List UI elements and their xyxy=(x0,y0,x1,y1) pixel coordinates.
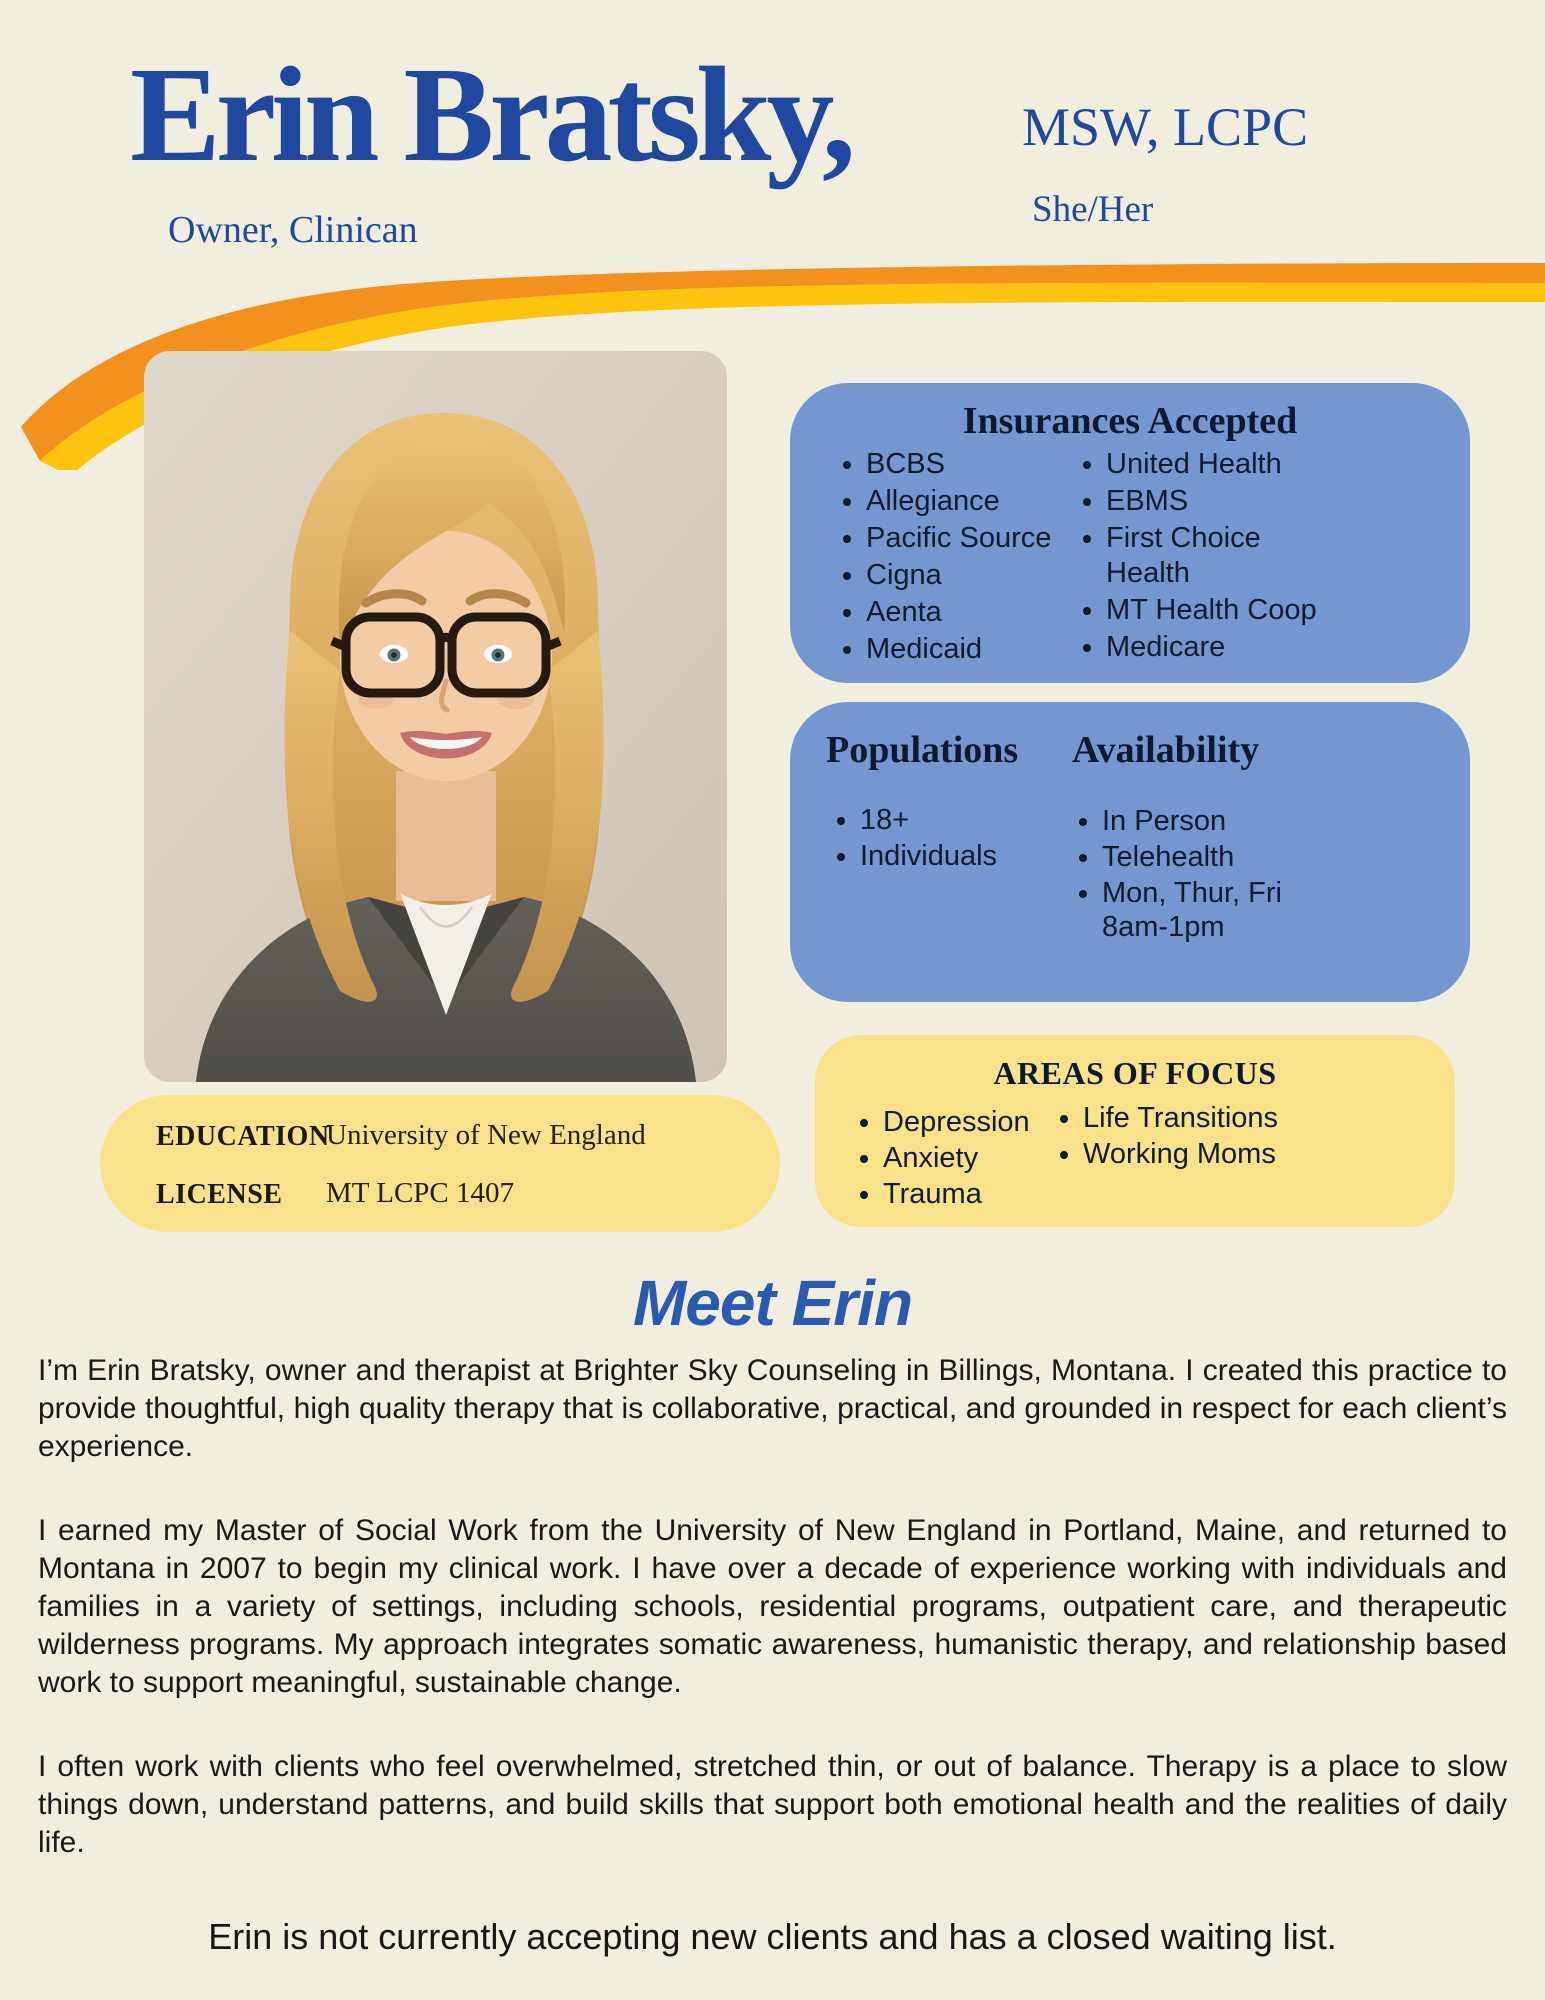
education-label: EDUCATION xyxy=(156,1121,330,1152)
portrait-illustration xyxy=(144,351,727,1082)
list-item: • Anxiety xyxy=(883,1141,1083,1175)
list-item: • Mon, Thur, Fri 8am-1pm xyxy=(1102,876,1314,944)
person-role: Owner, Clinican xyxy=(168,209,418,251)
insurances-column-2 xyxy=(1078,447,1336,667)
about-heading: Meet Erin xyxy=(632,1267,913,1339)
list-item: • Cigna xyxy=(866,558,1081,593)
about-paragraph: I’m Erin Bratsky, owner and therapist at Brighter Sky Counseling in Billings, Montana. I created this practice to provide thoughtful, high quality therapy that is collaborative, practical, and grounded in respect for each client’s experience. xyxy=(38,1354,1507,1463)
list-item: • In Person xyxy=(1102,804,1314,838)
list-item: • Trauma xyxy=(883,1177,1083,1211)
list-item: • 18+ xyxy=(860,803,1060,837)
populations-title: Populations xyxy=(826,729,1019,771)
profile-photo xyxy=(144,351,727,1082)
insurances-panel xyxy=(790,383,1470,683)
about-paragraph: I earned my Master of Social Work from the University of New England in Portland, Maine, and returned to Montana in 2007 to begin my clinical work. I have over a decade of experience working with individuals and families in a variety of settings, including schools, residential programs, outpatient care, and therapeutic wilderness programs. My approach integrates somatic awareness, humanistic therapy, and relationship based work to support meaningful, sustainable change. xyxy=(38,1514,1507,1699)
areas-column-2 xyxy=(1055,1101,1353,1173)
list-item: • Medicare xyxy=(1106,630,1336,665)
areas-column-1 xyxy=(855,1105,1083,1213)
about-body xyxy=(38,1352,1507,1908)
list-item: • BCBS xyxy=(866,447,1081,482)
insurances-title: Insurances Accepted xyxy=(962,400,1298,442)
availability-list xyxy=(1074,804,1314,946)
insurances-column-1 xyxy=(838,447,1081,669)
list-item: • United Health xyxy=(1106,447,1336,482)
person-name: Erin Bratsky, xyxy=(130,40,851,190)
populations-availability-panel xyxy=(790,702,1470,1002)
populations-list xyxy=(832,803,1060,875)
list-item: • Pacific Source xyxy=(866,521,1081,556)
areas-of-focus-title: AREAS OF FOCUS xyxy=(993,1055,1277,1091)
list-item: • First Choice Health xyxy=(1106,521,1336,591)
list-item: • Depression xyxy=(883,1105,1083,1139)
list-item: • Medicaid xyxy=(866,632,1081,667)
person-pronouns: She/Her xyxy=(1032,189,1154,230)
person-credentials: MSW, LCPC xyxy=(1022,97,1309,157)
list-item: • Life Transitions xyxy=(1083,1101,1353,1135)
list-item: • Aenta xyxy=(866,595,1081,630)
availability-title: Availability xyxy=(1072,729,1260,771)
list-item: • MT Health Coop xyxy=(1106,593,1336,628)
list-item: • Telehealth xyxy=(1102,840,1314,874)
license-label: LICENSE xyxy=(156,1179,283,1210)
list-item: • Working Moms xyxy=(1083,1137,1353,1171)
list-item: • Individuals xyxy=(860,839,1060,873)
education-license-panel xyxy=(100,1095,780,1232)
about-paragraph: I often work with clients who feel overwhelmed, stretched thin, or out of balance. Therapy is a place to slow things down, understand patterns, and build skills that support both emotional health and the realities of daily life. xyxy=(38,1750,1507,1859)
list-item: • EBMS xyxy=(1106,484,1336,519)
waitlist-notice: Erin is not currently accepting new clients and has a closed waiting list. xyxy=(208,1916,1337,1957)
list-item: • Allegiance xyxy=(866,484,1081,519)
education-value: University of New England xyxy=(326,1119,646,1151)
license-value: MT LCPC 1407 xyxy=(326,1177,515,1209)
areas-of-focus-panel xyxy=(815,1035,1455,1227)
